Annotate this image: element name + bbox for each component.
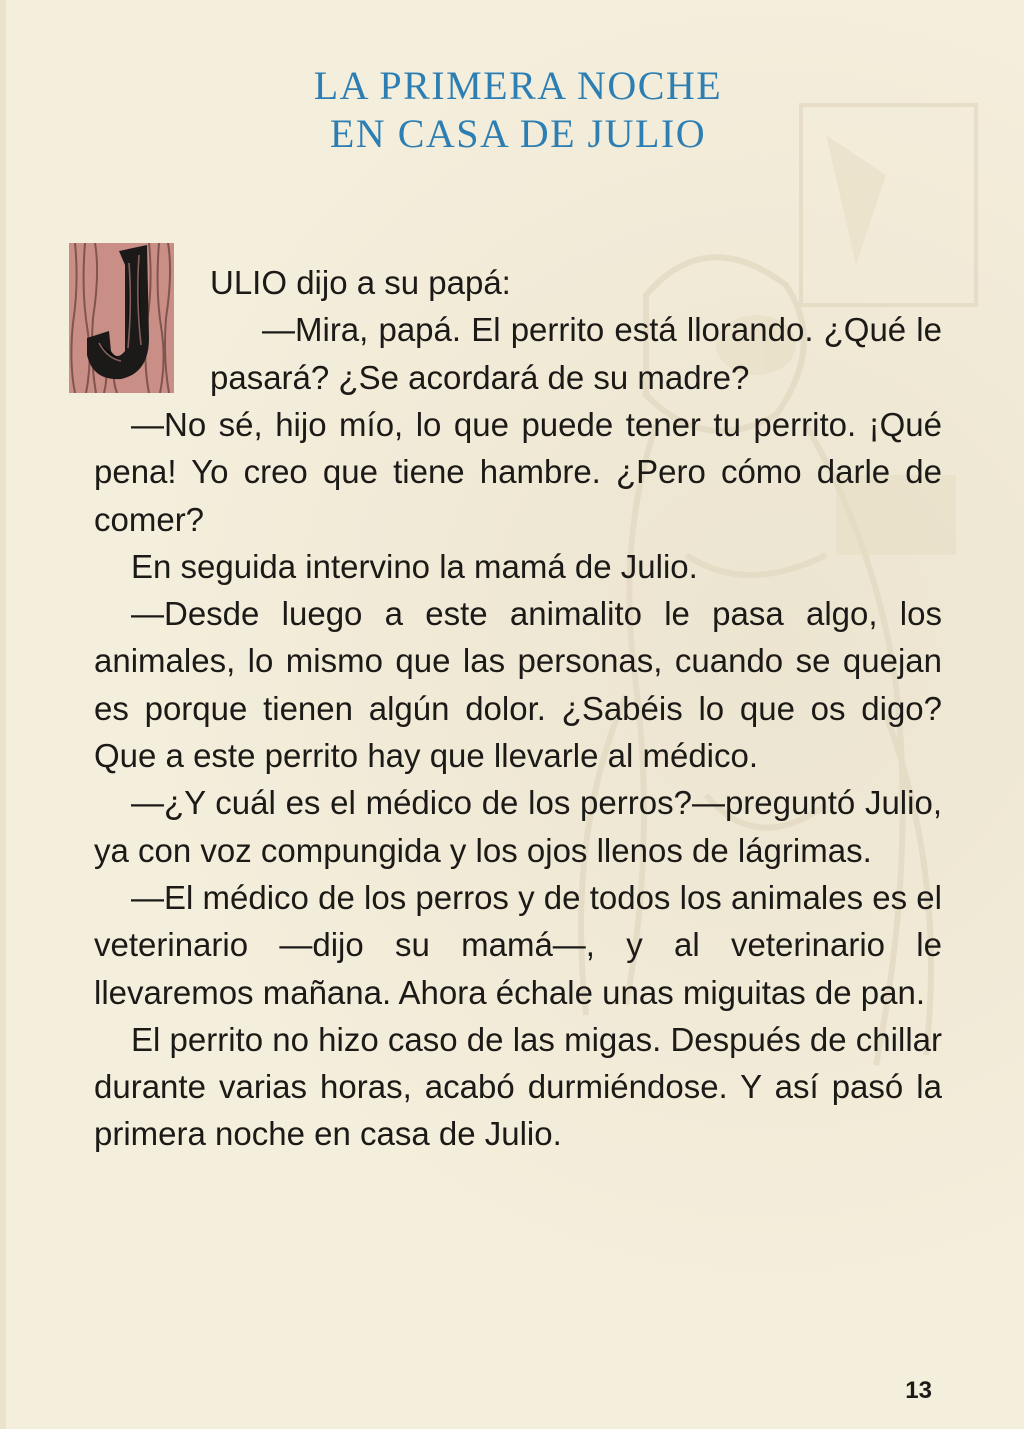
paragraph-4: En seguida intervino la mamá de Julio. bbox=[131, 547, 698, 585]
paragraph-1: ULIO dijo a su papá: bbox=[210, 264, 511, 301]
paragraph-8: El perrito no hizo caso de las migas. Después de chillar durante varias horas, acabó durmiéndose. Y así pasó la primera noche en casa de Julio. bbox=[94, 1020, 942, 1153]
title-line-1: LA PRIMERA NOCHE bbox=[313, 63, 723, 108]
paragraph-2: —Mira, papá. El perrito está llorando. ¿Qué le pasará? ¿Se acordará de su madre? bbox=[210, 311, 942, 396]
opening-lines bbox=[210, 259, 942, 401]
page-number: 13 bbox=[905, 1377, 932, 1404]
paragraph-6: —¿Y cuál es el médico de los perros?—preguntó Julio, ya con voz compungida y los ojos llenos de lágrimas. bbox=[94, 784, 942, 869]
woodcut-letter-j-icon bbox=[69, 243, 174, 393]
paragraph-3: —No sé, hijo mío, lo que puede tener tu perrito. ¡Qué pena! Yo creo que tiene hambre. ¿Pero cómo darle de comer? bbox=[94, 406, 942, 538]
body-text bbox=[94, 401, 942, 1158]
paragraph-5: —Desde luego a este animalito le pasa algo, los animales, lo mismo que las personas, cuando se quejan es porque tienen algún dolor. ¿Sabéis lo que os digo? Que a este perrito hay que llevarle al médico. bbox=[94, 595, 942, 775]
title-line-2: EN CASA DE JULIO bbox=[329, 111, 707, 156]
paragraph-7: —El médico de los perros y de todos los animales es el veterinario —dijo su mamá—, y al veterinario le llevaremos mañana. Ahora échale unas miguitas de pan. bbox=[94, 878, 942, 1011]
